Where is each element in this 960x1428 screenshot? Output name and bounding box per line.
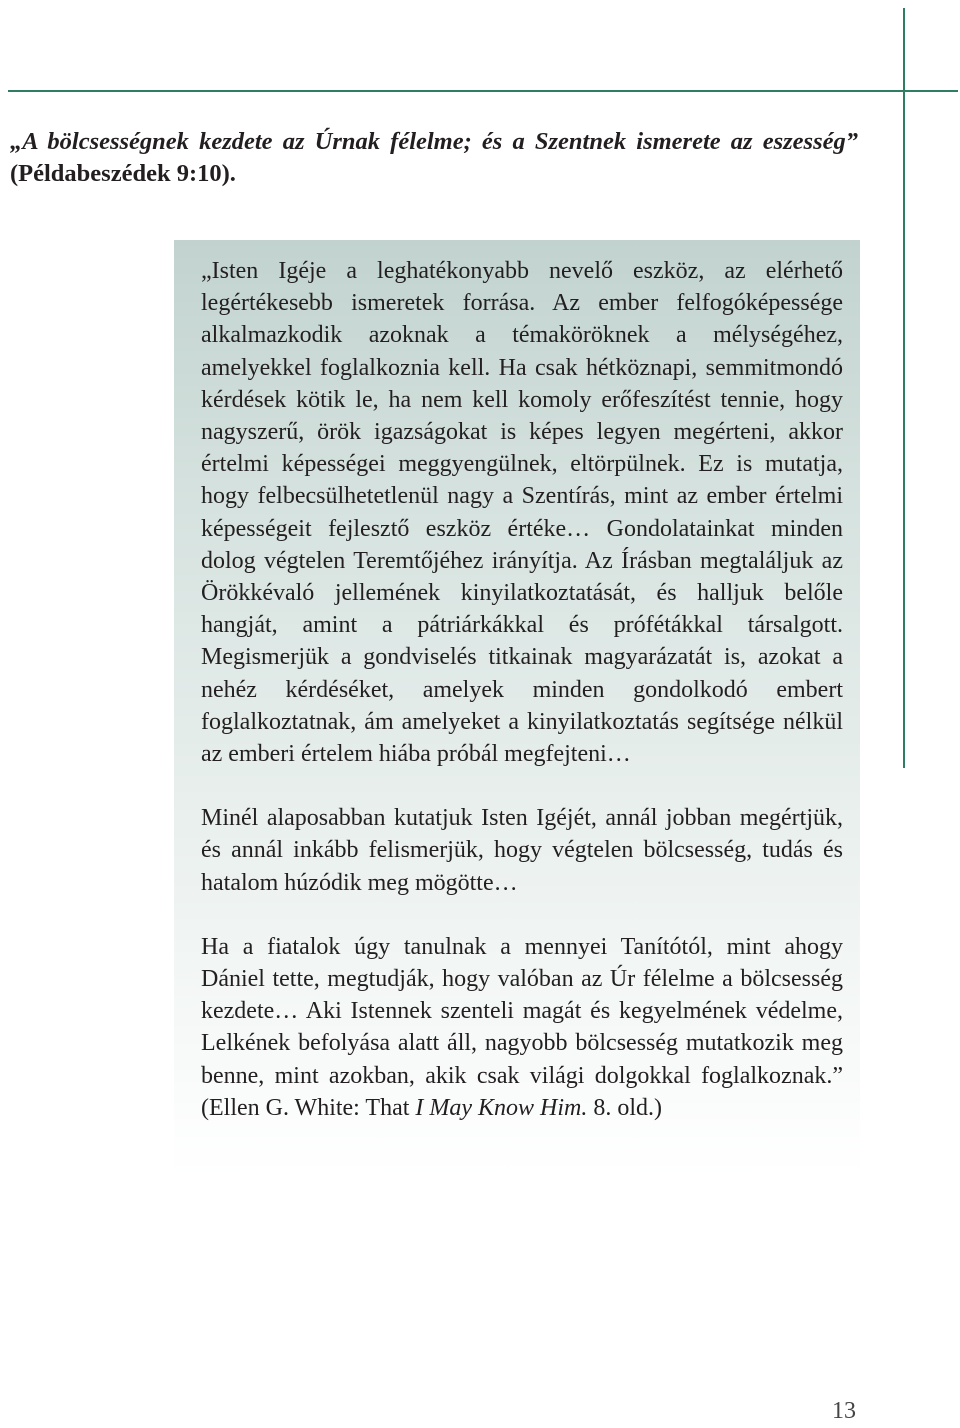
excerpt	[201, 255, 843, 1124]
excerpt-paragraph-3-text: Ha a fiatalok úgy tanulnak a mennyei Tanítótól, mint ahogy Dániel tette, megtudják, hogy valóban az Úr félelme a bölcsesség kezdete… Aki Istennek szenteli magát és kegyelmének védelme, Lelkének befolyása alatt áll, nagyobb bölcsesség mutatkozik meg benne, mint azokban, akik csak világi dolgokkal foglalkoznak.” (Ellen G. White: That	[201, 933, 843, 1121]
top-rule	[8, 90, 958, 92]
side-rule	[903, 8, 905, 768]
bible-quote: „A bölcsességnek kezdete az Úrnak félelme; és a Szentnek ismerete az eszesség”	[10, 128, 858, 155]
book-title: I May Know Him.	[415, 1094, 588, 1121]
bible-reference: (Példabeszédek 9:10).	[10, 160, 236, 187]
excerpt-paragraph-2: Minél alaposabban kutatjuk Isten Igéjét, annál jobban megértjük, és annál inkább felismerjük, hogy végtelen bölcsesség, tudás és hatalom húzódik meg mögötte…	[201, 805, 843, 896]
page-number: 13	[832, 1398, 856, 1424]
intro-quote	[10, 126, 858, 190]
page-reference: 8. old.)	[587, 1094, 663, 1121]
excerpt-paragraph-1: „Isten Igéje a leghatékonyabb nevelő eszköz, az elérhető legértékesebb ismeretek forrása. Az ember felfogóképessége alkalmazkodik azoknak a témaköröknek a mélységéhez, amelyekkel foglalkoznia kell. Ha csak hétköznapi, semmitmondó kérdések kötik le, ha nem kell komoly erőfeszítést tennie, hogy nagyszerű, örök igazságokat is képes legyen megérteni, akkor értelmi képességei meggyengülnek, eltörpülnek. Ez is mutatja, hogy felbecsülhetetlenül nagy a Szentírás, mint az ember értelmi képességeit fejlesztő eszköz értéke… Gondolatainkat minden dolog végtelen Teremtőjéhez irányítja. Az Írásban megtaláljuk az Örökkévaló jellemének kinyilatkoztatását, és halljuk belőle hangját, amint a pátriárkákkal és prófétákkal társalgott. Megismerjük a gondviselés titkainak magyarázatát is, azokat a nehéz kérdéséket, amelyek minden gondolkodó embert foglalkoztatnak, ám amelyeket a kinyilatkoztatás segítsége nélkül az emberi értelem hiába próbál megfejteni…	[201, 258, 843, 768]
excerpt-paragraph-3	[201, 931, 843, 1124]
